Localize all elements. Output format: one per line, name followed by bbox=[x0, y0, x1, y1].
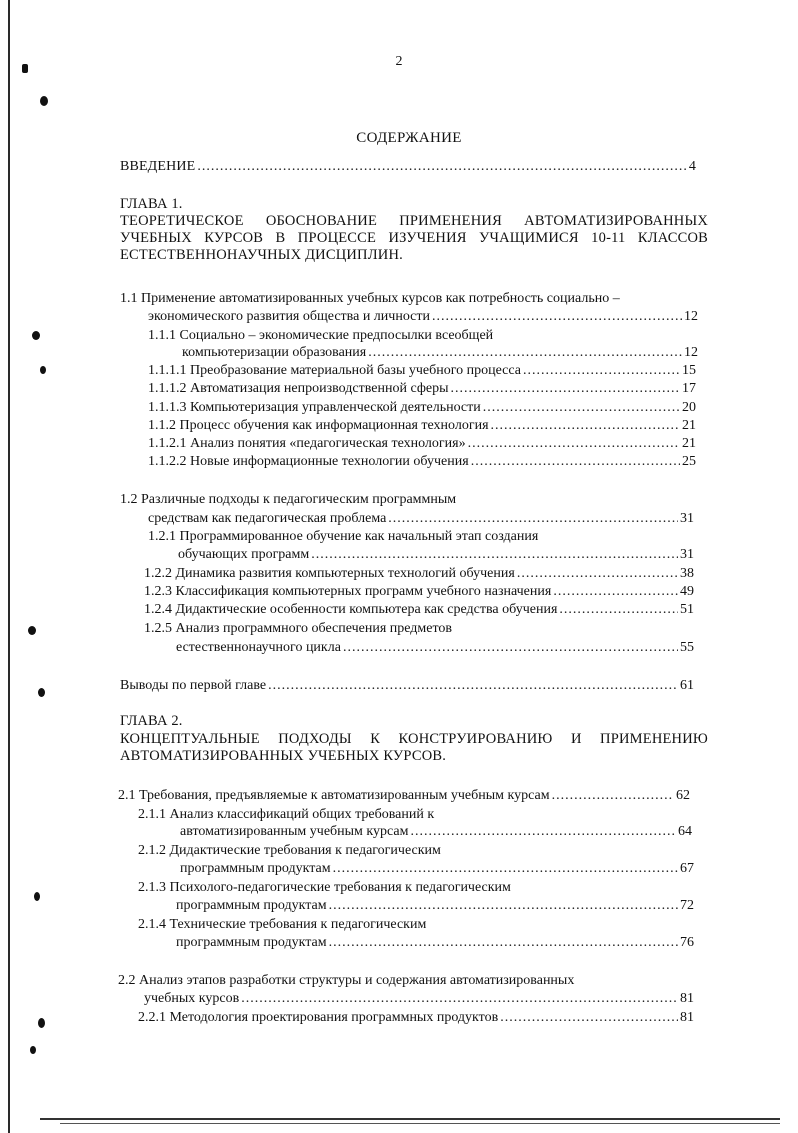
toc-page-number: 12 bbox=[684, 309, 698, 324]
page-number: 2 bbox=[395, 54, 403, 69]
toc-page-number: 61 bbox=[680, 678, 694, 693]
toc-entry-1-2-line1[interactable]: 1.2 Различные подходы к педагогическим программным bbox=[120, 492, 457, 507]
dot-leader bbox=[451, 380, 680, 397]
toc-page-number: 21 bbox=[682, 436, 696, 451]
toc-entry-1-2-5[interactable] bbox=[176, 639, 694, 656]
binder-hole-mark bbox=[40, 96, 48, 106]
dot-leader bbox=[268, 677, 678, 694]
toc-page-number: 21 bbox=[682, 418, 696, 433]
binder-hole-mark bbox=[38, 688, 45, 697]
toc-page-number: 62 bbox=[676, 788, 690, 803]
toc-entry-2-1[interactable] bbox=[118, 787, 690, 804]
dot-leader bbox=[500, 1009, 678, 1026]
dot-leader bbox=[471, 453, 680, 470]
toc-page-number: 38 bbox=[680, 566, 694, 581]
toc-entry-conclusions-1[interactable] bbox=[120, 677, 694, 694]
chapter-2-label: ГЛАВА 2. bbox=[120, 713, 183, 729]
dot-leader bbox=[483, 399, 680, 416]
toc-entry-1-1-1[interactable] bbox=[182, 344, 698, 361]
dot-leader bbox=[552, 787, 674, 804]
toc-entry-1-1-2[interactable] bbox=[148, 417, 696, 434]
dot-leader bbox=[553, 583, 678, 600]
toc-page-number: 31 bbox=[680, 511, 694, 526]
toc-entry-1-2-1-line1[interactable]: 1.2.1 Программированное обучение как начальный этап создания bbox=[148, 529, 539, 544]
dot-leader bbox=[333, 860, 678, 877]
toc-page-number: 49 bbox=[680, 584, 694, 599]
toc-entry-text: естественнонаучного цикла bbox=[176, 640, 341, 655]
toc-entry-text: компьютеризации образования bbox=[182, 345, 367, 360]
bottom-rule bbox=[40, 1118, 780, 1120]
binder-hole-mark bbox=[34, 892, 40, 901]
toc-entry-2-1-3-line1[interactable]: 2.1.3 Психолого-педагогические требования к педагогическим bbox=[138, 880, 511, 895]
toc-entry-1-1[interactable] bbox=[148, 308, 698, 325]
toc-entry-2-2-line1[interactable]: 2.2 Анализ этапов разработки структуры и содержания автоматизированных bbox=[118, 973, 575, 988]
toc-entry-text: ВВЕДЕНИЕ bbox=[120, 159, 196, 174]
toc-entry-text: 1.1.2 Процесс обучения как информационная технология bbox=[148, 418, 489, 433]
binder-hole-mark bbox=[28, 626, 36, 635]
toc-entry-text: программным продуктам bbox=[176, 935, 327, 950]
toc-entry-text: 2.1 Требования, предъявляемые к автоматизированным учебным курсам bbox=[118, 788, 550, 803]
toc-page-number: 15 bbox=[682, 363, 696, 378]
toc-entry-1-2[interactable] bbox=[148, 510, 694, 527]
chapter-1-title: ТЕОРЕТИЧЕСКОЕ ОБОСНОВАНИЕ ПРИМЕНЕНИЯ АВТОМАТИЗИРОВАННЫХ УЧЕБНЫХ КУРСОВ В ПРОЦЕССЕ ИЗУЧЕНИЯ УЧАЩИМИСЯ 10-11 КЛАССОВ ЕСТЕСТВЕННОНАУЧНЫХ ДИСЦИПЛИН. bbox=[120, 213, 708, 263]
toc-entry-1-2-2[interactable] bbox=[144, 565, 694, 582]
dot-leader bbox=[329, 934, 678, 951]
bottom-rule bbox=[60, 1123, 780, 1124]
dot-leader bbox=[517, 565, 678, 582]
toc-entry-2-1-1[interactable] bbox=[180, 823, 692, 840]
dot-leader bbox=[329, 897, 678, 914]
binder-hole-mark bbox=[38, 1018, 45, 1028]
toc-entry-2-1-2[interactable] bbox=[180, 860, 694, 877]
dot-leader bbox=[388, 510, 678, 527]
toc-entry-text: 1.2.3 Классификация компьютерных программ учебного назначения bbox=[144, 584, 552, 599]
toc-page-number: 17 bbox=[682, 381, 696, 396]
toc-entry-2-1-4[interactable] bbox=[176, 934, 694, 951]
toc-page-number: 81 bbox=[680, 1010, 694, 1025]
toc-entry-2-1-2-line1[interactable]: 2.1.2 Дидактические требования к педагогическим bbox=[138, 843, 441, 858]
dot-leader bbox=[523, 362, 680, 379]
toc-entry-text: 1.1.2.1 Анализ понятия «педагогическая технология» bbox=[148, 436, 466, 451]
toc-entry-text: 1.1.1.2 Автоматизация непроизводственной сферы bbox=[148, 381, 449, 396]
toc-entry-text: программным продуктам bbox=[176, 898, 327, 913]
dot-leader bbox=[368, 344, 682, 361]
toc-entry-text: экономического развития общества и личности bbox=[148, 309, 430, 324]
toc-page-number: 67 bbox=[680, 861, 694, 876]
dot-leader bbox=[343, 639, 678, 656]
toc-entry-text: 1.1.2.2 Новые информационные технологии обучения bbox=[148, 454, 469, 469]
toc-entry-text: автоматизированным учебным курсам bbox=[180, 824, 409, 839]
dot-leader bbox=[241, 990, 678, 1007]
toc-entry-1-1-line1[interactable]: 1.1 Применение автоматизированных учебных курсов как потребность социально – bbox=[120, 291, 620, 306]
toc-page-number: 12 bbox=[684, 345, 698, 360]
toc-entry-text: Выводы по первой главе bbox=[120, 678, 267, 693]
binder-hole-mark bbox=[40, 366, 46, 374]
toc-entry-2-1-1-line1[interactable]: 2.1.1 Анализ классификаций общих требований к bbox=[138, 807, 435, 822]
toc-entry-1-1-2-1[interactable] bbox=[148, 435, 696, 452]
toc-entry-text: 2.2.1 Методология проектирования программных продуктов bbox=[138, 1010, 499, 1025]
toc-entry-1-1-2-2[interactable] bbox=[148, 453, 696, 470]
binder-hole-mark bbox=[30, 1046, 36, 1054]
toc-entry-text: обучающих программ bbox=[178, 547, 310, 562]
dot-leader bbox=[468, 435, 680, 452]
chapter-2-title: КОНЦЕПТУАЛЬНЫЕ ПОДХОДЫ К КОНСТРУИРОВАНИЮ И ПРИМЕНЕНИЮ АВТОМАТИЗИРОВАННЫХ УЧЕБНЫХ КУРСОВ. bbox=[120, 731, 708, 764]
toc-page-number: 55 bbox=[680, 640, 694, 655]
dot-leader bbox=[197, 158, 687, 175]
toc-page-number: 20 bbox=[682, 400, 696, 415]
dot-leader bbox=[559, 601, 678, 618]
toc-entry-text: 1.1.1.3 Компьютеризация управленческой деятельности bbox=[148, 400, 481, 415]
toc-page-number: 31 bbox=[680, 547, 694, 562]
toc-entry-2-1-3[interactable] bbox=[176, 897, 694, 914]
toc-entry-1-2-5-line1[interactable]: 1.2.5 Анализ программного обеспечения предметов bbox=[144, 621, 453, 636]
scan-left-border bbox=[8, 0, 10, 1133]
toc-page-number: 64 bbox=[678, 824, 692, 839]
toc-entry-1-1-1-2[interactable] bbox=[148, 380, 696, 397]
toc-page-number: 76 bbox=[680, 935, 694, 950]
toc-entry-text: 1.1.1.1 Преобразование материальной базы учебного процесса bbox=[148, 363, 521, 378]
dot-leader bbox=[432, 308, 682, 325]
toc-entry-text: 1.2.2 Динамика развития компьютерных технологий обучения bbox=[144, 566, 515, 581]
toc-entry-2-1-4-line1[interactable]: 2.1.4 Технические требования к педагогическим bbox=[138, 917, 427, 932]
chapter-1-label: ГЛАВА 1. bbox=[120, 196, 183, 212]
dot-leader bbox=[410, 823, 676, 840]
toc-page-number: 51 bbox=[680, 602, 694, 617]
toc-entry-2-2[interactable] bbox=[144, 990, 694, 1007]
dot-leader bbox=[491, 417, 680, 434]
toc-page-number: 72 bbox=[680, 898, 694, 913]
binder-hole-mark bbox=[32, 331, 40, 340]
toc-entry-2-2-1[interactable] bbox=[138, 1009, 694, 1026]
toc-entry-text: учебных курсов bbox=[144, 991, 240, 1006]
toc-page-number: 81 bbox=[680, 991, 694, 1006]
toc-entry-text: программным продуктам bbox=[180, 861, 331, 876]
toc-entry-text: 1.2.4 Дидактические особенности компьютера как средства обучения bbox=[144, 602, 558, 617]
toc-entry-1-1-1-3[interactable] bbox=[148, 399, 696, 416]
toc-entry-1-1-1-line1[interactable]: 1.1.1 Социально – экономические предпосылки всеобщей bbox=[148, 328, 494, 343]
dot-leader bbox=[311, 546, 678, 563]
toc-entry-text: средствам как педагогическая проблема bbox=[148, 511, 387, 526]
toc-page-number: 4 bbox=[688, 159, 696, 174]
toc-entry-1-2-1[interactable] bbox=[178, 546, 694, 563]
toc-entry-1-1-1-1[interactable] bbox=[148, 362, 696, 379]
toc-title: СОДЕРЖАНИЕ bbox=[356, 130, 462, 146]
toc-entry-1-2-4[interactable] bbox=[144, 601, 694, 618]
toc-entry-1-2-3[interactable] bbox=[144, 583, 694, 600]
toc-page-number: 25 bbox=[682, 454, 696, 469]
toc-entry-intro[interactable] bbox=[120, 158, 696, 175]
